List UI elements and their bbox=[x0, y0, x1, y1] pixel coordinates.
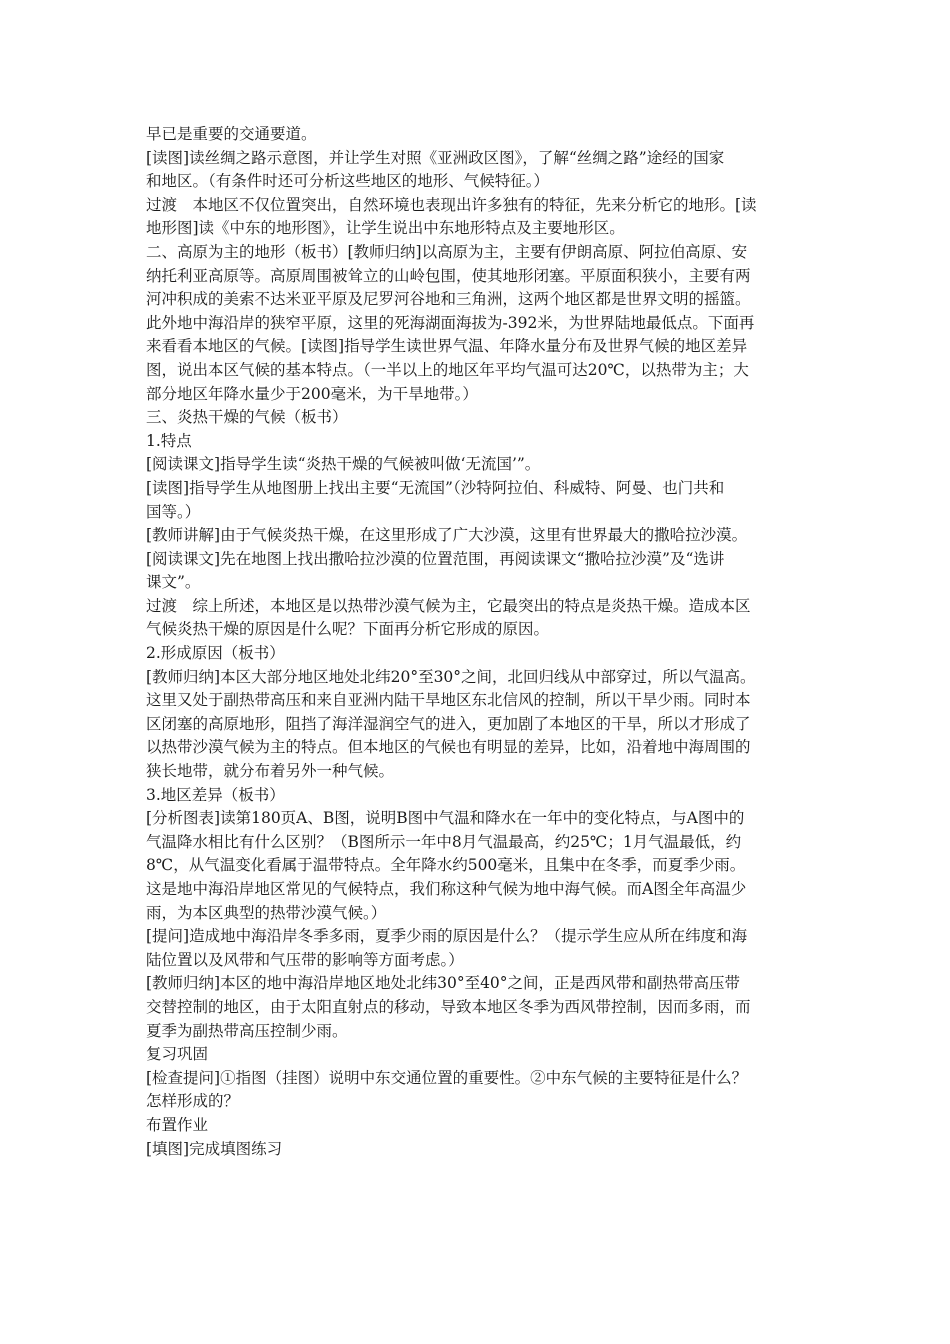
text-line: [教师归纳]本区大部分地区地处北纬20°至30°之间，北回归线从中部穿过，所以气温高。 bbox=[146, 667, 756, 686]
section-heading: 布置作业 bbox=[146, 1115, 209, 1134]
text-line: 来看看本地区的气候。[读图]指导学生读世界气温、年降水量分布及世界气候的地区差异 bbox=[146, 337, 748, 356]
text-line: 这里又处于副热带高压和来自亚洲内陆干旱地区东北信风的控制，所以干旱少雨。同时本 bbox=[146, 691, 751, 710]
text-line: [填图]完成填图练习 bbox=[146, 1139, 283, 1158]
text-line: [检查提问]①指图（挂图）说明中东交通位置的重要性。②中东气候的主要特征是什么？ bbox=[146, 1068, 748, 1087]
text-line: 8℃，从气温变化看属于温带特点。全年降水约500毫米，且集中在冬季，而夏季少雨。 bbox=[146, 856, 746, 875]
text-line: 气温降水相比有什么区别？（B图所示一年中8月气温最高，约25℃；1月气温最低，约 bbox=[146, 832, 742, 851]
text-line: 和地区。（有条件时还可分析这些地区的地形、气候特征。） bbox=[146, 172, 550, 191]
text-line: 以热带沙漠气候为主的特点。但本地区的气候也有明显的差异，比如，沿着地中海周围的 bbox=[146, 738, 751, 757]
text-line: 夏季为副热带高压控制少雨。 bbox=[146, 1021, 348, 1040]
text-line: 雨，为本区典型的热带沙漠气候。） bbox=[146, 903, 387, 922]
text-line: 早已是重要的交通要道。 bbox=[146, 125, 317, 143]
subsection-heading: 3.地区差异（板书） bbox=[146, 785, 285, 804]
text-line: 陆位置以及风带和气压带的影响等方面考虑。） bbox=[146, 950, 464, 969]
text-line: [读图]指导学生从地图册上找出主要“无流国”（沙特阿拉伯、科威特、阿曼、也门共和 bbox=[146, 478, 725, 497]
text-line: [读图]读丝绸之路示意图，并让学生对照《亚洲政区图》，了解“丝绸之路”途经的国家 bbox=[146, 148, 725, 167]
text-line: 狭长地带，就分布着另外一种气候。 bbox=[146, 762, 395, 781]
text-line: [提问]造成地中海沿岸冬季多雨，夏季少雨的原因是什么？（提示学生应从所在纬度和海 bbox=[146, 927, 748, 946]
text-line: [教师归纳]本区的地中海沿岸地区地处北纬30°至40°之间，正是西风带和副热带高压带 bbox=[146, 974, 741, 993]
text-line: 过渡 本地区不仅位置突出，自然环境也表现出许多独有的特征，先来分析它的地形。[读 bbox=[146, 195, 757, 214]
document-page bbox=[146, 123, 814, 1161]
text-line: 图，说出本区气候的基本特点。（一半以上的地区年平均气温可达20℃，以热带为主；大 bbox=[146, 360, 749, 379]
subsection-heading: 1.特点 bbox=[146, 431, 192, 450]
text-line: 河冲积成的美索不达米亚平原及尼罗河谷地和三角洲，这两个地区都是世界文明的摇篮。 bbox=[146, 290, 751, 309]
text-line: 区闭塞的高原地形，阻挡了海洋湿润空气的进入，更加剧了本地区的干旱，所以才形成了 bbox=[146, 714, 751, 733]
text-line: [分析图表]读第180页A、B图，说明B图中气温和降水在一年中的变化特点，与A图中的 bbox=[146, 809, 745, 828]
text-line: 交替控制的地区，由于太阳直射点的移动，导致本地区冬季为西风带控制，因而多雨，而 bbox=[146, 997, 751, 1016]
text-line: 地形图]读《中东的地形图》，让学生说出中东地形特点及主要地形区。 bbox=[146, 219, 625, 238]
text-line: 过渡 综上所述，本地区是以热带沙漠气候为主，它最突出的特点是炎热干燥。造成本区 bbox=[146, 596, 751, 615]
text-line: 国等。） bbox=[146, 502, 201, 521]
text-line: 此外地中海沿岸的狭窄平原，这里的死海湖面海拔为-392米，为世界陆地最低点。下面再 bbox=[146, 313, 755, 332]
text-line: [教师讲解]由于气候炎热干燥，在这里形成了广大沙漠，这里有世界最大的撒哈拉沙漠。 bbox=[146, 526, 748, 545]
text-line: 二、高原为主的地形（板书）[教师归纳]以高原为主，主要有伊朗高原、阿拉伯高原、安 bbox=[146, 242, 748, 261]
text-line: 部分地区年降水量少于200毫米，为干旱地带。） bbox=[146, 384, 478, 403]
subsection-heading: 2.形成原因（板书） bbox=[146, 644, 285, 663]
text-line: 课文”。 bbox=[146, 573, 201, 592]
text-line: 怎样形成的？ bbox=[146, 1092, 240, 1111]
text-line: [阅读课文]指导学生读“炎热干燥的气候被叫做‘无流国’”。 bbox=[146, 455, 541, 474]
section-heading: 复习巩固 bbox=[146, 1045, 209, 1064]
section-heading: 三、炎热干燥的气候（板书） bbox=[146, 408, 348, 427]
text-line: [阅读课文]先在地图上找出撒哈拉沙漠的位置范围，再阅读课文“撒哈拉沙漠”及“选讲 bbox=[146, 549, 725, 568]
text-line: 这是地中海沿岸地区常见的气候特点，我们称这种气候为地中海气候。而A图全年高温少 bbox=[146, 880, 747, 898]
text-line: 纳托利亚高原等。高原周围被耸立的山岭包围，使其地形闭塞。平原面积狭小，主要有两 bbox=[146, 266, 751, 285]
text-line: 气候炎热干燥的原因是什么呢？下面再分析它形成的原因。 bbox=[146, 620, 550, 639]
